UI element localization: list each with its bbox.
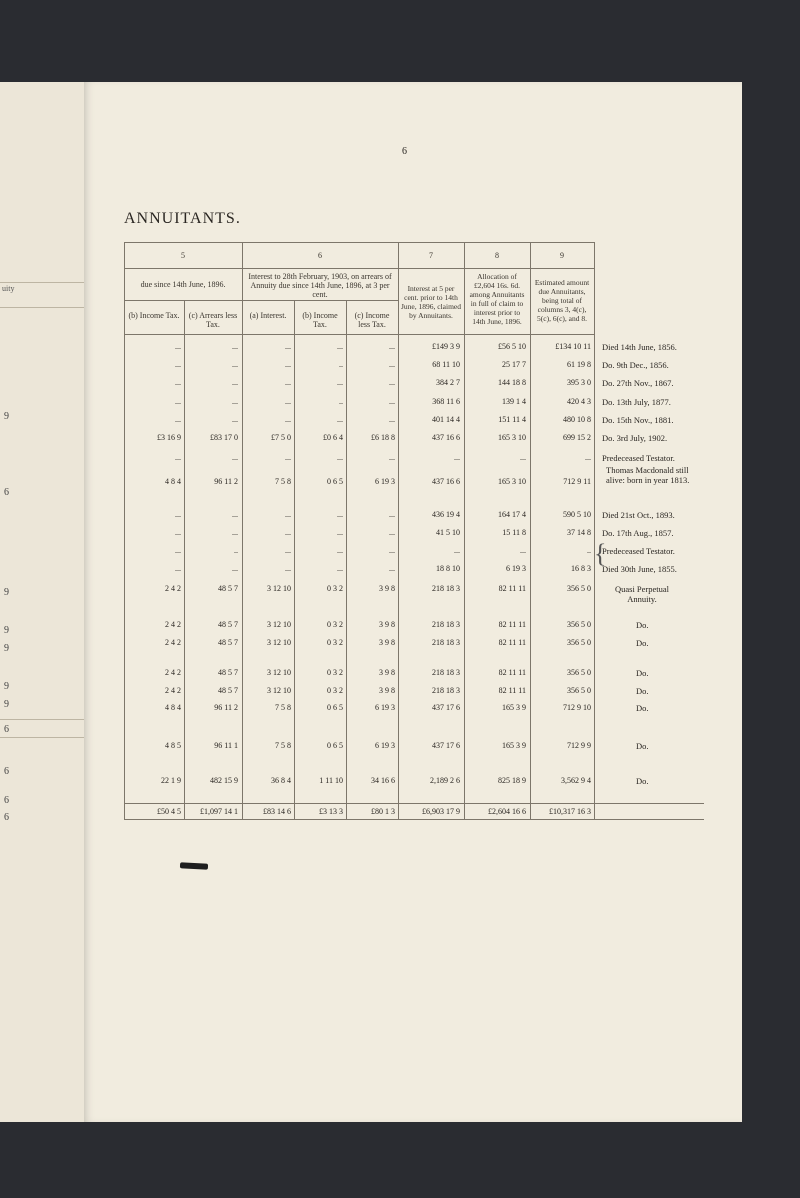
col-rule [184,300,185,819]
cell-c8-total: £2,604 16 6 [488,807,526,816]
cell-c5c: 96 11 1 [214,741,238,750]
cell-c6a: 3 12 10 [267,686,291,695]
cell-c6b: 1 11 10 [319,776,343,785]
cell-c6c: ... [389,546,395,555]
cell-c6b: .. [339,360,343,369]
cell-c5b: 4 8 5 [165,741,181,750]
cell-c5b: 2 4 2 [165,584,181,593]
col-rule [242,242,243,819]
cell-c6c: 3 9 8 [379,620,395,629]
cell-c8: 139 1 4 [502,397,526,406]
cell-c5b: 4 8 4 [165,703,181,712]
cell-c6b: ... [337,415,343,424]
col-9-desc: Estimated amount due Annuitants, being total of columns 3, 4(c), 5(c), 6(c), and 8. [534,278,590,323]
col-rule [294,300,295,819]
rule-top [124,242,594,243]
cell-remark: Do. 3rd July, 1902. [602,433,668,443]
cell-remark: Died 14th June, 1856. [602,342,677,352]
cell-c6a: 3 12 10 [267,620,291,629]
adjacent-rule [0,719,84,720]
cell-c5c: 482 15 9 [210,776,238,785]
cell-c8: 25 17 7 [502,360,526,369]
cell-c6c: ... [389,453,395,462]
page-title: ANNUITANTS. [124,210,241,227]
cell-c9: 16 8 3 [571,564,591,573]
cell-c8: 165 3 10 [498,477,526,486]
adjacent-page-edge [0,82,85,1122]
cell-c8: 15 11 8 [502,528,526,537]
cell-c6c: ... [389,342,395,351]
cell-c9: 420 4 3 [567,397,591,406]
cell-c7: 436 19 4 [432,510,460,519]
cell-c5b: ... [175,360,181,369]
cell-c6c: 3 9 8 [379,584,395,593]
cell-c6c: £6 18 8 [371,433,395,442]
cell-c7: 437 17 6 [432,741,460,750]
cell-c6a: ... [285,564,291,573]
cell-c6a: ... [285,378,291,387]
adjacent-number: 9 [4,625,9,636]
cell-c5c: ... [232,564,238,573]
col-7-desc: Interest at 5 per cent. prior to 14th June, 1896, claimed by Annuitants. [401,284,461,320]
sub-5c: (c) Arrears less Tax. [188,311,238,329]
cell-c5c: 48 5 7 [218,620,238,629]
col-rule [530,242,531,819]
cell-c9: 61 19 8 [567,360,591,369]
rule-totals-top [124,803,704,804]
page-number: 6 [402,146,407,157]
cell-c6a: 7 5 8 [275,741,291,750]
cell-remark: Do. [636,686,649,696]
cell-c6b: ... [337,378,343,387]
cell-c5b: ... [175,564,181,573]
cell-c7: 18 8 10 [436,564,460,573]
adjacent-fragment: uity [2,284,15,293]
cell-c7: 218 18 3 [432,638,460,647]
cell-c5b: ... [175,528,181,537]
cell-remark: Died 21st Oct., 1893. [602,510,675,520]
col-number-6: 6 [318,251,322,260]
cell-c5b: 2 4 2 [165,620,181,629]
cell-c6c: 3 9 8 [379,638,395,647]
cell-c6c: 6 19 3 [375,741,395,750]
cell-c6b: 0 3 2 [327,638,343,647]
adjacent-number: 6 [4,795,9,806]
cell-remark: Do. [636,703,649,713]
cell-c6b: ... [337,546,343,555]
adjacent-rule [0,307,84,308]
cell-c6c: ... [389,378,395,387]
sub-6b: (b) Income Tax. [302,311,338,329]
cell-c8: 6 19 3 [506,564,526,573]
cell-c5b: ... [175,342,181,351]
cell-c6b: 0 3 2 [327,620,343,629]
cell-c9: .. [587,546,591,555]
cell-c7: 437 17 6 [432,703,460,712]
cell-c9: 356 5 0 [567,620,591,629]
cell-c6a: 3 12 10 [267,638,291,647]
cell-c5b: 22 1 9 [161,776,181,785]
cell-c6a: 3 12 10 [267,668,291,677]
cell-c7: 384 2 7 [436,378,460,387]
cell-c6c-total: £80 1 3 [371,807,395,816]
cell-c6b-total: £3 13 3 [319,807,343,816]
cell-remark: Do. [636,638,649,648]
cell-c7: 368 11 6 [432,397,460,406]
adjacent-number: 9 [4,643,9,654]
cell-c9: 3,562 9 4 [561,776,591,785]
cell-remark: Do. [636,776,649,786]
cell-c9: 356 5 0 [567,668,591,677]
cell-c6a: 3 12 10 [267,584,291,593]
cell-c5b: ... [175,397,181,406]
cell-c6c: 34 16 6 [371,776,395,785]
cell-c9: 37 14 8 [567,528,591,537]
cell-c5c: 48 5 7 [218,638,238,647]
cell-c5c: ... [232,453,238,462]
cell-c6c: ... [389,397,395,406]
adjacent-rule [0,737,84,738]
cell-c5b: ... [175,415,181,424]
col-rule [464,242,465,819]
cell-c9: 590 5 10 [563,510,591,519]
cell-c8: 144 18 8 [498,378,526,387]
cell-c6c: ... [389,528,395,537]
cell-c6a: 36 8 4 [271,776,291,785]
cell-c5c: ... [232,378,238,387]
cell-c7: £149 3 9 [432,342,460,351]
cell-c5c: 48 5 7 [218,668,238,677]
cell-c9: 699 15 2 [563,433,591,442]
cell-c7: ... [454,546,460,555]
cell-remark: Do. 13th July, 1877. [602,397,671,407]
cell-c9: 480 10 8 [563,415,591,424]
cell-c5c: 48 5 7 [218,584,238,593]
cell-remark: Quasi Perpetual Annuity. [614,584,670,604]
rule-header-bottom [124,334,594,335]
cell-c6c: ... [389,360,395,369]
cell-c6c: 6 19 3 [375,477,395,486]
cell-c6a: ... [285,453,291,462]
cell-c8: ... [520,546,526,555]
cell-c6b: 0 6 5 [327,703,343,712]
cell-c6c: ... [389,510,395,519]
cell-c6b: ... [337,510,343,519]
cell-c8: £56 5 10 [498,342,526,351]
cell-c5c: ... [232,415,238,424]
cell-c5b: 4 8 4 [165,477,181,486]
annuitants-table [124,242,704,822]
cell-c7-total: £6,903 17 9 [422,807,460,816]
cell-remark: Do. 15th Nov., 1881. [602,415,674,425]
cell-c7: 218 18 3 [432,686,460,695]
cell-c6b: ... [337,453,343,462]
cell-c8: 82 11 11 [498,668,526,677]
cell-c5c: ... [232,342,238,351]
cell-c9: £134 10 11 [555,342,591,351]
remark-brace: { [594,539,607,568]
cell-c6b: £0 6 4 [323,433,343,442]
cell-c7: 218 18 3 [432,668,460,677]
cell-c7: 2,189 2 6 [430,776,460,785]
cell-c5b-total: £50 4 5 [157,807,181,816]
cell-c9: 712 9 9 [567,741,591,750]
cell-c7: 41 5 10 [436,528,460,537]
cell-c9-total: £10,317 16 3 [549,807,591,816]
cell-c6a-total: £83 14 6 [263,807,291,816]
cell-c8: 165 3 9 [502,741,526,750]
cell-c6b: ... [337,564,343,573]
cell-remark: Thomas Macdonald still alive: born in year 1813. [606,465,690,485]
cell-c9: ... [585,453,591,462]
ink-blot [180,862,208,869]
adjacent-number: 6 [4,487,9,498]
sub-5b: (b) Income Tax. [128,311,180,320]
cell-c7: 218 18 3 [432,584,460,593]
cell-remark: Died 30th June, 1855. [602,564,677,574]
cell-c5c: ... [232,360,238,369]
cell-c5b: ... [175,510,181,519]
cell-remark: Predeceased Testator. [602,453,675,463]
adjacent-number: 9 [4,699,9,710]
cell-c7: 68 11 10 [432,360,460,369]
group-6-desc: Interest to 28th February, 1903, on arrears of Annuity due since 14th June, 1896, at 3 per cent. [248,272,392,299]
cell-c6b: ... [337,528,343,537]
cell-c6b: 0 3 2 [327,668,343,677]
cell-c5c: 96 11 2 [214,477,238,486]
cell-c8: 151 11 4 [498,415,526,424]
cell-c6a: £7 5 0 [271,433,291,442]
cell-c6a: ... [285,397,291,406]
rule-groups [124,300,398,301]
col-number-7: 7 [429,251,433,260]
cell-c5b: 2 4 2 [165,686,181,695]
cell-c6a: ... [285,415,291,424]
cell-remark: Do. [636,741,649,751]
cell-c5b: ... [175,453,181,462]
cell-remark: Do. [636,620,649,630]
cell-c8: 165 3 9 [502,703,526,712]
col-rule [398,242,399,819]
cell-c8: 165 3 10 [498,433,526,442]
cell-c8: 82 11 11 [498,620,526,629]
cell-c9: 356 5 0 [567,686,591,695]
cell-c6b: 0 6 5 [327,741,343,750]
document-page [84,82,742,1122]
cell-c7: 437 16 6 [432,433,460,442]
cell-c6b: 0 3 2 [327,686,343,695]
adjacent-number: 9 [4,681,9,692]
cell-c7: ... [454,453,460,462]
cell-c8: 164 17 4 [498,510,526,519]
col-rule [346,300,347,819]
cell-c9: 356 5 0 [567,584,591,593]
cell-c8: 82 11 11 [498,584,526,593]
group-5-desc: due since 14th June, 1896. [140,280,226,289]
cell-c5c: 96 11 2 [214,703,238,712]
cell-c6b: ... [337,342,343,351]
cell-c6b: 0 3 2 [327,584,343,593]
cell-c7: 218 18 3 [432,620,460,629]
cell-c6b: .. [339,397,343,406]
cell-c6c: 3 9 8 [379,686,395,695]
cell-c6c: ... [389,415,395,424]
adjacent-rule [0,282,84,283]
adjacent-number: 6 [4,812,9,823]
cell-c5b: ... [175,546,181,555]
cell-c8: 82 11 11 [498,686,526,695]
col-number-9: 9 [560,251,564,260]
cell-c5b: 2 4 2 [165,668,181,677]
cell-c5b: ... [175,378,181,387]
cell-c9: 712 9 11 [563,477,591,486]
cell-c6a: ... [285,528,291,537]
cell-c5c: ... [232,397,238,406]
cell-c8: 82 11 11 [498,638,526,647]
rule-numbers [124,268,594,269]
adjacent-number: 9 [4,587,9,598]
sub-6c: (c) Income less Tax. [354,311,390,329]
cell-remark: Do. 27th Nov., 1867. [602,378,674,388]
cell-c6a: 7 5 8 [275,477,291,486]
cell-c5c: ... [232,510,238,519]
cell-remark: Do. 9th Dec., 1856. [602,360,669,370]
cell-c5c: .. [234,546,238,555]
cell-c6a: ... [285,342,291,351]
cell-remark: Do. [636,668,649,678]
cell-c9: 356 5 0 [567,638,591,647]
cell-c5b: £3 16 9 [157,433,181,442]
cell-remark: Predeceased Testator. [602,546,675,556]
adjacent-number: 9 [4,411,9,422]
col-rule [124,242,125,819]
cell-c9: 712 9 10 [563,703,591,712]
col-rule [594,242,595,819]
sub-6a: (a) Interest. [249,311,287,320]
cell-c5c: 48 5 7 [218,686,238,695]
cell-c6a: ... [285,546,291,555]
cell-c6a: ... [285,510,291,519]
cell-c5c: £83 17 0 [210,433,238,442]
cell-c7: 401 14 4 [432,415,460,424]
col-number-5: 5 [181,251,185,260]
cell-remark: Do. 17th Aug., 1857. [602,528,674,538]
cell-c6c: 3 9 8 [379,668,395,677]
col-number-8: 8 [495,251,499,260]
cell-c7: 437 16 6 [432,477,460,486]
cell-c6c: 6 19 3 [375,703,395,712]
cell-c5b: 2 4 2 [165,638,181,647]
cell-c8: ... [520,453,526,462]
cell-c9: 395 3 0 [567,378,591,387]
adjacent-number: 6 [4,766,9,777]
col-8-desc: Allocation of £2,604 16s. 6d. among Annuitants in full of claim to interest prior to 14th June, 1896. [469,272,525,326]
cell-c5c-total: £1,097 14 1 [200,807,238,816]
cell-c6a: 7 5 8 [275,703,291,712]
cell-c6c: ... [389,564,395,573]
cell-c5c: ... [232,528,238,537]
cell-c6a: ... [285,360,291,369]
cell-c6b: 0 6 5 [327,477,343,486]
adjacent-number: 6 [4,724,9,735]
cell-c8: 825 18 9 [498,776,526,785]
rule-totals-bottom [124,819,704,820]
